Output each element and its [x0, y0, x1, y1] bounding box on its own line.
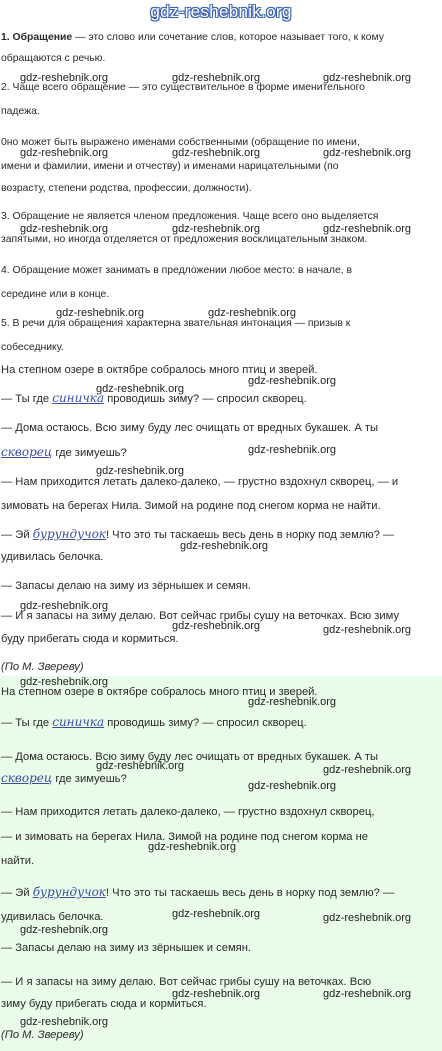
story2-source: (По М. Звереву)	[1, 1029, 84, 1041]
watermark: gdz-reshebnik.org	[172, 72, 261, 84]
rule-2d: имени и фамилии, имени и отчеству) и именами нарицательными (по	[1, 161, 339, 172]
site-title: gdz-reshebnik.org	[150, 2, 292, 21]
watermark: gdz-reshebnik.org	[172, 908, 261, 920]
watermark: gdz-reshebnik.org	[323, 624, 412, 636]
watermark: gdz-reshebnik.org	[172, 988, 261, 1000]
story2-line-5: — Нам приходится летать далеко-далеко, — грустно вздохнул скворец,	[1, 806, 375, 818]
story1-line-3: — Дома остаюсь. Всю зиму буду лес очищать от вредных букашек. А ты	[1, 422, 379, 434]
handwritten-address: синичка	[52, 391, 105, 405]
story2-line-12: зиму буду прибегать сюда и кормиться.	[1, 998, 207, 1010]
watermark: gdz-reshebnik.org	[20, 924, 109, 936]
watermark: gdz-reshebnik.org	[20, 600, 109, 612]
story2-line-8	[1, 886, 394, 899]
rule-4a: 4. Обращение может занимать в предложении любое место: в начале, в	[1, 265, 353, 276]
watermark: gdz-reshebnik.org	[20, 223, 109, 235]
story1-line-10: — И я запасы на зиму делаю. Вот сейчас грибы сушу на веточках. Всю зиму	[1, 610, 400, 622]
watermark: gdz-reshebnik.org	[56, 307, 145, 319]
watermark: gdz-reshebnik.org	[20, 147, 109, 159]
story2-line-11: — И я запасы на зиму делаю. Вот сейчас грибы сушу на веточках. Всю	[1, 976, 372, 988]
story2-line-7: найти.	[1, 855, 35, 867]
watermark: gdz-reshebnik.org	[323, 147, 412, 159]
rule-3a: 3. Обращение не является членом предложения. Чаще всего оно выделяется	[1, 211, 379, 222]
story1-line-2-pre: — Ты где	[1, 393, 53, 405]
watermark: gdz-reshebnik.org	[323, 912, 412, 924]
rule-3b: запятыми, но иногда отделяется от предложения восклицательным знаком.	[1, 234, 368, 245]
watermark: gdz-reshebnik.org	[172, 223, 261, 235]
story2-line-4	[1, 772, 127, 785]
handwritten-address: бурундучок	[32, 885, 106, 899]
handwritten-address: скворец	[1, 771, 53, 785]
story1-line-11: буду прибегать сюда и кормиться.	[1, 633, 179, 645]
watermark: gdz-reshebnik.org	[248, 444, 337, 456]
story1-line-2-post: проводишь зиму? — спросил скворец.	[104, 393, 307, 405]
story1-line-8: удивилась белочка.	[1, 551, 104, 563]
rule-2e: возрасту, степени родства, профессии, должности).	[1, 183, 252, 194]
watermark: gdz-reshebnik.org	[172, 620, 261, 632]
watermark: gdz-reshebnik.org	[180, 540, 269, 552]
watermark: gdz-reshebnik.org	[208, 307, 297, 319]
rule-5a: 5. В речи для обращения характерна звательная интонация — призыв к	[1, 318, 351, 329]
watermark: gdz-reshebnik.org	[20, 1016, 109, 1028]
watermark: gdz-reshebnik.org	[20, 72, 109, 84]
story1-line-7-pre: — Эй	[1, 529, 33, 541]
story1-line-4	[1, 446, 127, 459]
story1-line-4-post: где зимуешь?	[52, 447, 127, 459]
watermark: gdz-reshebnik.org	[323, 764, 412, 776]
watermark: gdz-reshebnik.org	[248, 375, 337, 387]
watermark: gdz-reshebnik.org	[323, 72, 412, 84]
story2-line-2	[1, 716, 307, 729]
rule-5b: собеседнику.	[1, 342, 64, 353]
story2-line-10: — Запасы делаю на зиму из зёрнышек и семян.	[1, 942, 252, 954]
rule-2a: 2. Чаще всего обращение — это существительное в форме именительного	[1, 82, 365, 93]
rule-1	[1, 32, 384, 44]
watermark: gdz-reshebnik.org	[20, 676, 109, 688]
story2-line-8-post: ! Что это ты таскаешь весь день в норку под землю? —	[105, 887, 395, 899]
story2-line-1: На степном озере в октябре собралось много птиц и зверей.	[1, 686, 318, 698]
story1-line-1: На степном озере в октябре собралось много птиц и зверей.	[1, 364, 318, 376]
watermark: gdz-reshebnik.org	[248, 696, 337, 708]
story2-line-3: — Дома остаюсь. Всю зиму буду лес очищать от вредных букашек. А ты	[1, 751, 379, 763]
story2-line-6: — и зимовать на берегах Нила. Зимой на родине под снегом корма не	[1, 831, 368, 843]
story1-source: (По М. Звереву)	[1, 661, 84, 673]
term-bold: 1. Обращение	[1, 32, 73, 43]
handwritten-address: бурундучок	[32, 527, 106, 541]
watermark: gdz-reshebnik.org	[96, 383, 185, 395]
watermark: gdz-reshebnik.org	[96, 465, 185, 477]
rule-1-text: — это слово или сочетание слов, которое называет того, к кому	[72, 32, 384, 43]
handwritten-address: синичка	[52, 715, 105, 729]
watermark: gdz-reshebnik.org	[148, 841, 237, 853]
watermark: gdz-reshebnik.org	[323, 223, 412, 235]
story2-line-4-post: где зимуешь?	[52, 773, 127, 785]
rule-4b: середине или в конце.	[1, 289, 110, 300]
rule-2c: 0но может быть выражено именами собственными (обращение по имени,	[1, 137, 360, 148]
story1-line-9: — Запасы делаю на зиму из зёрнышек и семян.	[1, 580, 252, 592]
watermark: gdz-reshebnik.org	[248, 780, 337, 792]
story2-line-2-post: проводишь зиму? — спросил скворец.	[104, 717, 307, 729]
watermark: gdz-reshebnik.org	[172, 147, 261, 159]
story1-line-6: зимовать на берегах Нила. Зимой на родине под снегом корма не найти.	[1, 500, 381, 512]
watermark: gdz-reshebnik.org	[96, 760, 185, 772]
story1-line-7-post: ! Что это ты таскаешь весь день в норку под землю? —	[105, 529, 395, 541]
story2-line-8-pre: — Эй	[1, 887, 33, 899]
watermark: gdz-reshebnik.org	[323, 988, 412, 1000]
rule-1-cont: обращаются с речью.	[1, 53, 106, 64]
story2-line-9: удивилась белочка.	[1, 911, 104, 923]
story1-line-5: — Нам приходится летать далеко-далеко, — грустно вздохнул скворец, — и	[1, 476, 399, 488]
handwritten-address: скворец	[1, 445, 53, 459]
story2-line-2-pre: — Ты где	[1, 717, 53, 729]
rule-2b: падежа.	[1, 106, 40, 117]
